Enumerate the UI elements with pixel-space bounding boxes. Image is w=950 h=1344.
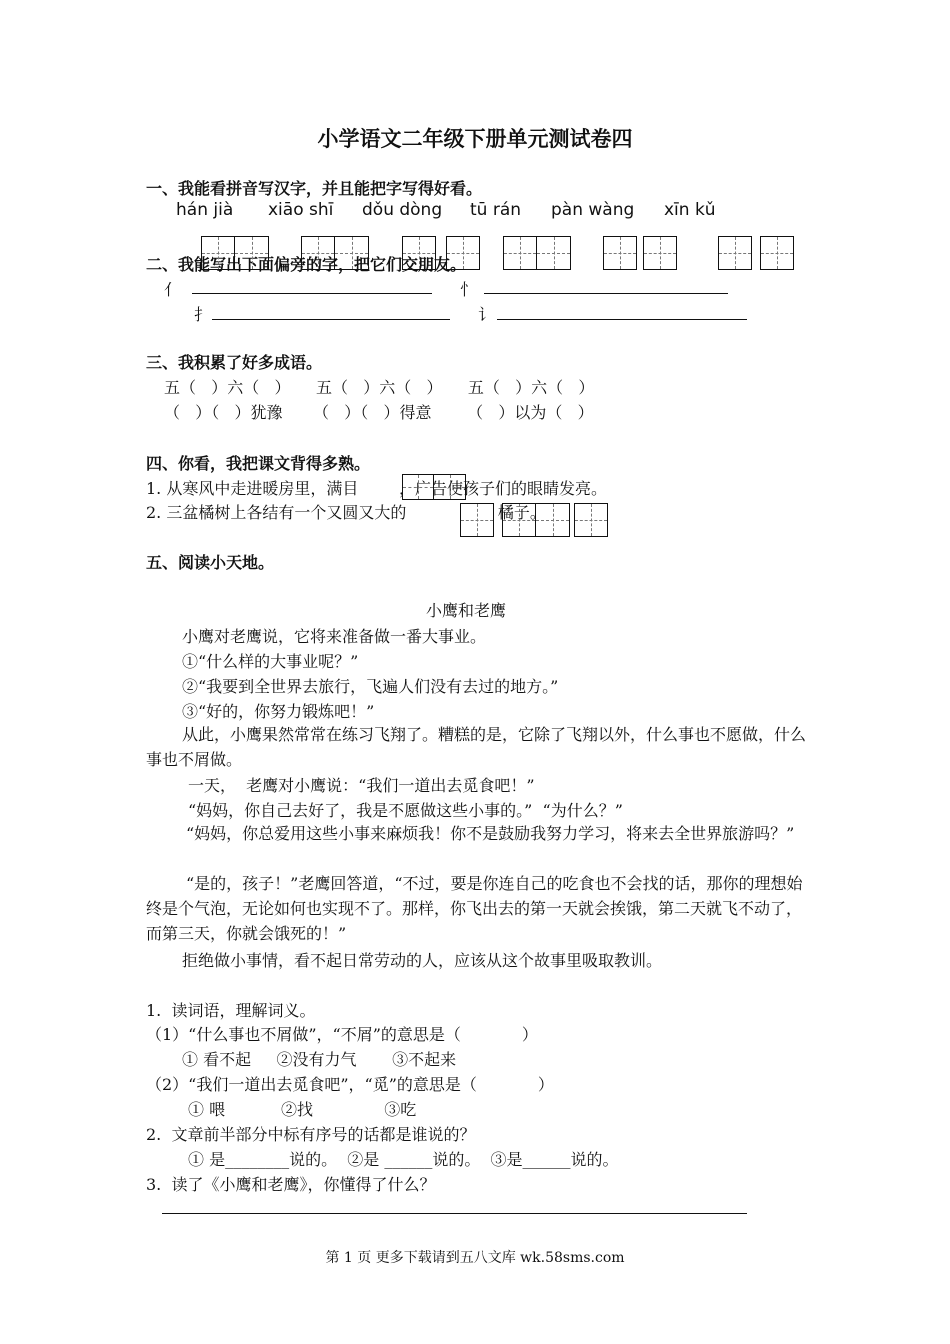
- story-p3: ②“我要到全世界去旅行，飞遍人们没有去过的地方。”: [182, 677, 559, 696]
- question-1a-options: ① 看不起 ②没有力气 ③不起来: [182, 1050, 457, 1069]
- idiom-line-1: 五（ ）六（ ） 五（ ）六（ ） 五（ ）六（ ）: [164, 378, 595, 397]
- story-p7: “妈妈，你自己去好了，我是不愿做这些小事的。” “为什么？”: [188, 801, 623, 820]
- writing-grid-1[interactable]: [201, 236, 269, 270]
- pinyin-6: xīn kǔ: [664, 200, 716, 220]
- question-3: 3. 读了《小鹰和老鹰》，你懂得了什么？: [146, 1175, 436, 1194]
- question-1b: （2）“我们一道出去觅食吧”，“觅”的意思是（ ）: [146, 1075, 554, 1094]
- pinyin-5: pàn wàng: [551, 200, 635, 220]
- question-2: 2. 文章前半部分中标有序号的话都是谁说的？: [146, 1125, 476, 1144]
- answer-line-xin[interactable]: [484, 293, 728, 294]
- story-p8: “妈妈，你总爱用这些小事来麻烦我！你不是鼓励我努力学习，将来去全世界旅游吗？”: [186, 824, 795, 843]
- answer-line-q3[interactable]: [162, 1213, 747, 1214]
- writing-grid-6[interactable]: [718, 236, 794, 270]
- story-p9: “是的，孩子！”老鹰回答道，“不过，要是你连自己的吃食也不会找的话，那你的理想始终是个气泡，无论如何也实现不了。那样，你飞出去的第一天就会挨饿，第二天就飞不动了，而第三天，你就会饿死的！”: [146, 874, 803, 943]
- pinyin-1: hán jià: [176, 200, 234, 220]
- story-p5: 从此，小鹰果然常常在练习飞翔了。糟糕的是，它除了飞翔以外，什么事也不愿做，什么事也不屑做。: [146, 725, 807, 769]
- story-p2: ①“什么样的大事业呢？”: [182, 652, 359, 671]
- radical-shou: 扌: [194, 305, 211, 324]
- story-p6: 一天， 老鹰对小鹰说：“我们一道出去觅食吧！”: [188, 776, 535, 795]
- writing-grid-recite-2[interactable]: [460, 503, 608, 537]
- section-2-heading: 二、我能写出下面偏旁的字，把它们交朋友。: [146, 255, 467, 274]
- question-1: 1. 读词语，理解词义。: [146, 1001, 316, 1020]
- recite-line-2: 2. 三盆橘树上各结有一个又圆又大的 橘子。: [146, 503, 546, 522]
- pinyin-3: dǒu dòng: [362, 200, 443, 220]
- question-1a: （1）“什么事也不屑做”，“不屑”的意思是（ ）: [146, 1025, 538, 1044]
- answer-line-yan[interactable]: [497, 319, 747, 320]
- radical-yan: 讠: [478, 305, 495, 324]
- pinyin-4: tū rán: [470, 200, 522, 220]
- story-p10: 拒绝做小事情，看不起日常劳动的人，应该从这个故事里吸取教训。: [182, 951, 663, 970]
- idiom-line-2: （ ）（ ）犹豫 （ ）（ ）得意 （ ）以为（ ）: [164, 403, 594, 422]
- writing-grid-4[interactable]: [503, 236, 571, 270]
- writing-grid-2[interactable]: [301, 236, 369, 270]
- radical-ren: 亻: [164, 280, 181, 299]
- story-p1: 小鹰对老鹰说，它将来准备做一番大事业。: [182, 627, 487, 646]
- page-footer: 第 1 页 更多下载请到五八文库 wk.58sms.com: [325, 1250, 625, 1266]
- pinyin-2: xiāo shī: [268, 200, 334, 220]
- story-p4: ③“好的，你努力锻炼吧！”: [182, 702, 375, 721]
- writing-grid-5[interactable]: [603, 236, 677, 270]
- writing-grid-recite-1[interactable]: [402, 474, 466, 500]
- answer-line-shou[interactable]: [212, 319, 450, 320]
- question-2-blanks: ① 是________说的。 ②是 ______说的。 ③是______说的。: [188, 1150, 619, 1169]
- answer-line-ren[interactable]: [192, 293, 432, 294]
- section-5-heading: 五、阅读小天地。: [146, 553, 275, 572]
- recite-line-1: 1. 从寒风中走进暖房里，满目 ，广告使孩子们的眼睛发亮。: [146, 479, 608, 498]
- story-title: 小鹰和老鹰: [426, 601, 507, 620]
- section-3-heading: 三、我积累了好多成语。: [146, 353, 323, 372]
- page-title: 小学语文二年级下册单元测试卷四: [317, 127, 633, 151]
- writing-grid-3[interactable]: [402, 236, 480, 270]
- section-4-heading: 四、你看，我把课文背得多熟。: [146, 454, 371, 473]
- question-1b-options: ① 喂 ②找 ③吃: [188, 1100, 417, 1119]
- radical-xin: 忄: [460, 280, 477, 299]
- section-1-heading: 一、我能看拼音写汉字，并且能把字写得好看。: [146, 179, 483, 198]
